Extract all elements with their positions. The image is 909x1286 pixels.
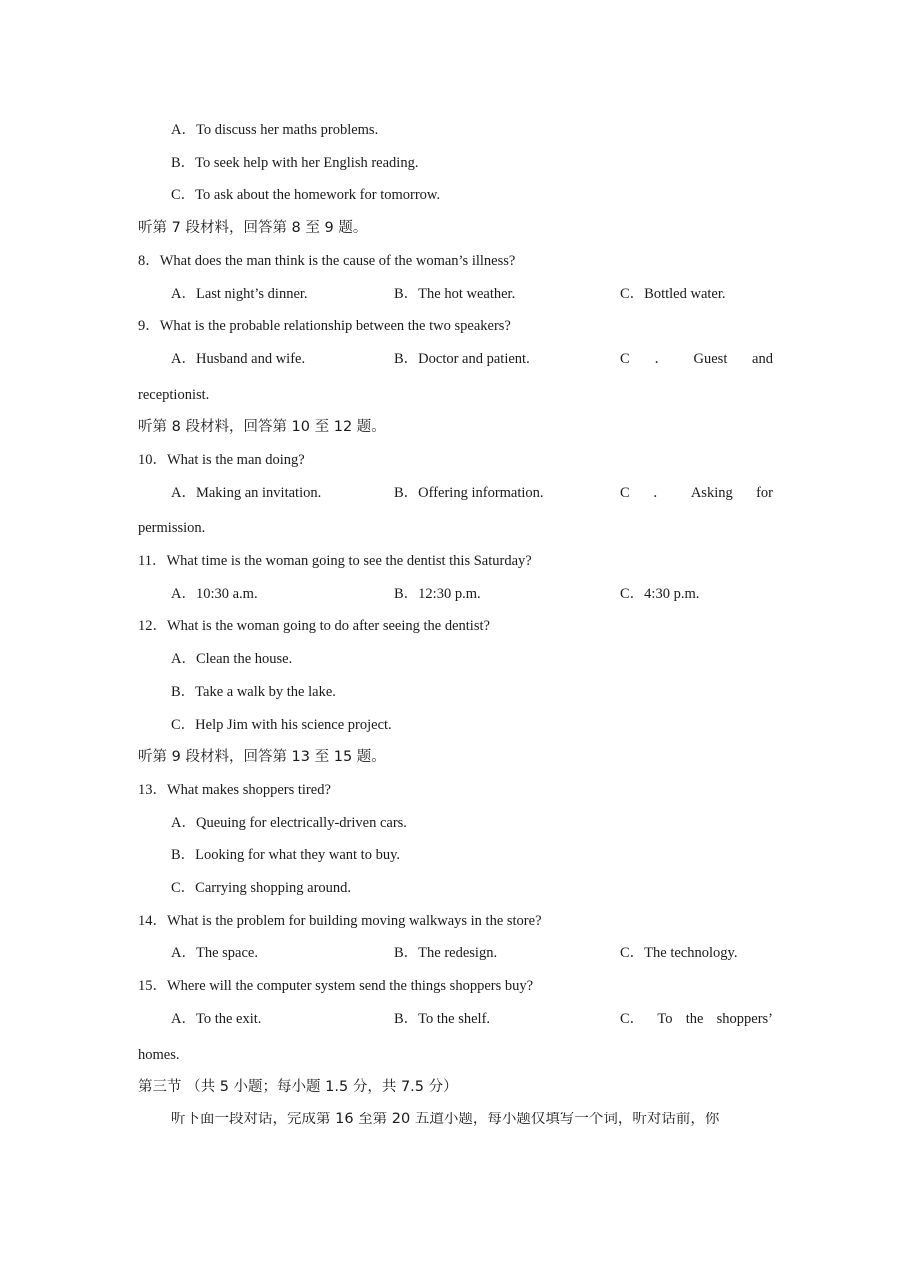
- option-b: B．12:30 p.m.: [394, 586, 481, 602]
- question-stem: 15．Where will the computer system send the things shoppers buy?: [138, 978, 534, 994]
- option-c: C． To the shoppers’: [620, 1011, 773, 1027]
- option-c: C．Help Jim with his science project.: [171, 717, 392, 733]
- question-stem: 10．What is the man doing?: [138, 452, 305, 468]
- question-stem: 8．What does the man think is the cause of the woman’s illness?: [138, 253, 516, 269]
- option-b: B．To the shelf.: [394, 1011, 491, 1027]
- option-c: C ． Guest and: [620, 351, 773, 367]
- question-stem: 9．What is the probable relationship between the two speakers?: [138, 318, 511, 334]
- section-heading: 听第 7 段材料，回答第 8 至 9 题。: [138, 220, 368, 236]
- section-heading: 听第 8 段材料，回答第 10 至 12 题。: [138, 419, 386, 435]
- option-b: B．Take a walk by the lake.: [171, 684, 336, 700]
- option-c-continuation: homes.: [138, 1047, 180, 1063]
- option-a: A．To the exit.: [171, 1011, 262, 1027]
- option-b: B．The hot weather.: [394, 286, 516, 302]
- question-stem: 14．What is the problem for building moving walkways in the store?: [138, 913, 542, 929]
- part-heading: 第三节 （共 5 小题；每小题 1.5 分，共 7.5 分）: [138, 1079, 458, 1095]
- option-a: A．Last night’s dinner.: [171, 286, 308, 302]
- option-b: B．Looking for what they want to buy.: [171, 847, 401, 863]
- option-a: A．10:30 a.m.: [171, 586, 258, 602]
- option-c-continuation: permission.: [138, 520, 206, 536]
- option-c: C．Bottled water.: [620, 286, 726, 302]
- option-b: B．Offering information.: [394, 485, 544, 501]
- option-a: A．Making an invitation.: [171, 485, 322, 501]
- option-b: B．The redesign.: [394, 945, 498, 961]
- option-c: C．To ask about the homework for tomorrow.: [171, 187, 441, 203]
- option-c: C．The technology.: [620, 945, 738, 961]
- section-heading: 听第 9 段材料，回答第 13 至 15 题。: [138, 749, 386, 765]
- option-a: A．Husband and wife.: [171, 351, 306, 367]
- option-c: C ． Asking for: [620, 485, 773, 501]
- question-stem: 12．What is the woman going to do after seeing the dentist?: [138, 618, 490, 634]
- option-a: A．Clean the house.: [171, 651, 293, 667]
- question-stem: 13．What makes shoppers tired?: [138, 782, 331, 798]
- part-instructions: 听下面一段对话，完成第 16 至第 20 五道小题，每小题仅填写一个词，听对话前，你: [171, 1112, 720, 1127]
- option-c: C．4:30 p.m.: [620, 586, 700, 602]
- option-b: B．To seek help with her English reading.: [171, 155, 419, 171]
- option-a: A．Queuing for electrically-driven cars.: [171, 815, 407, 831]
- option-b: B．Doctor and patient.: [394, 351, 530, 367]
- option-a: A．To discuss her maths problems.: [171, 122, 379, 138]
- option-c-continuation: receptionist.: [138, 387, 210, 403]
- option-a: A．The space.: [171, 945, 258, 961]
- option-c: C．Carrying shopping around.: [171, 880, 352, 896]
- question-stem: 11．What time is the woman going to see the dentist this Saturday?: [138, 553, 532, 569]
